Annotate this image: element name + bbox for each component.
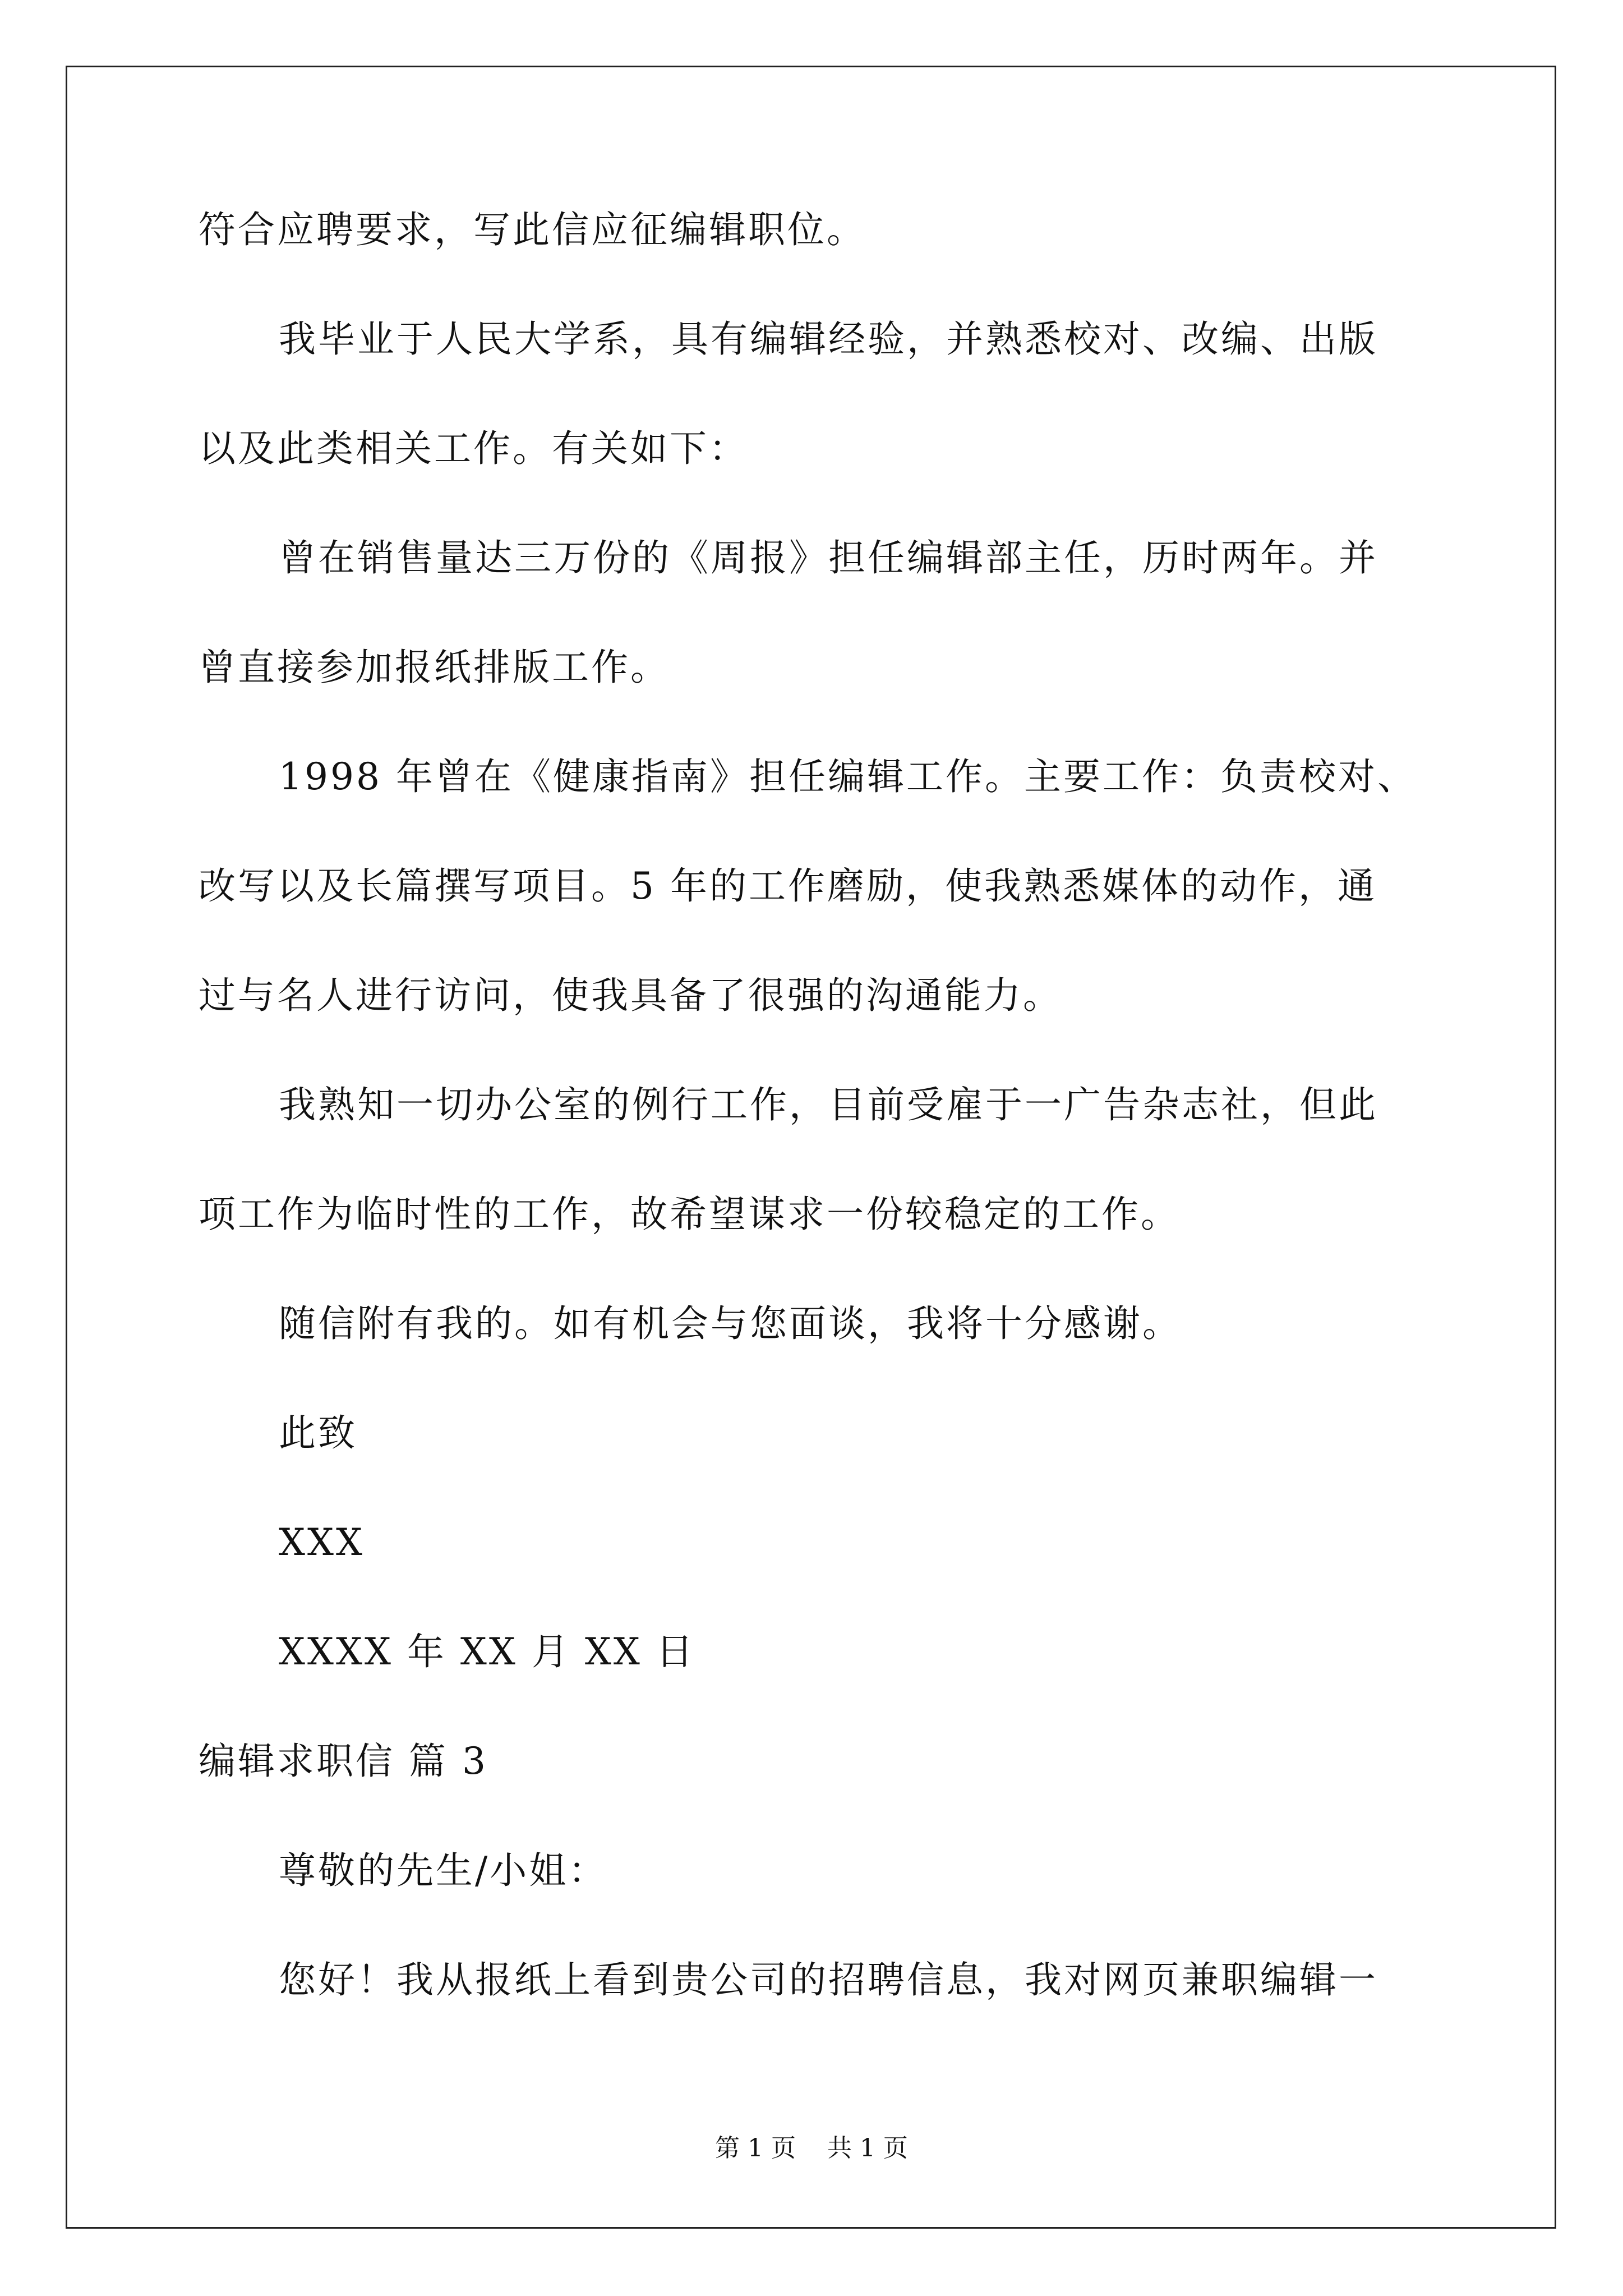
body-line-7: 改写以及长篇撰写项目。5 年的工作磨励，使我熟悉媒体的动作，通 [199,864,1377,908]
salutation-line: 尊敬的先生/小姐： [279,1849,608,1892]
closing-line: 此致 [279,1411,357,1455]
body-line-10: 项工作为临时性的工作，故希望谋求一份较稳定的工作。 [199,1193,1180,1236]
body-line-5: 曾直接参加报纸排版工作。 [199,646,670,689]
body-line-9: 我熟知一切办公室的例行工作，目前受雇于一广告杂志社，但此 [279,1083,1378,1126]
page-border [66,66,1556,2229]
page-footer: 第 1 页 共 1 页 [715,2134,908,2162]
body-line-3: 以及此类相关工作。有关如下： [199,427,748,470]
body-line-11: 随信附有我的。如有机会与您面谈，我将十分感谢。 [279,1302,1182,1345]
signature-name: XXX [279,1521,365,1564]
signature-date: XXXX 年 XX 月 XX 日 [279,1630,695,1673]
body-line-8: 过与名人进行访问，使我具备了很强的沟通能力。 [199,974,1062,1017]
body-line-6: 1998 年曾在《健康指南》担任编辑工作。主要工作：负责校对、 [279,755,1417,798]
body-line-2: 我毕业于人民大学系，具有编辑经验，并熟悉校对、改编、出版 [279,318,1378,361]
section-heading: 编辑求职信 篇 3 [199,1740,488,1783]
body-line-12: 您好！我从报纸上看到贵公司的招聘信息，我对网页兼职编辑一 [279,1958,1378,2001]
body-line-4: 曾在销售量达三万份的《周报》担任编辑部主任，历时两年。并 [279,536,1378,579]
body-line-1: 符合应聘要求，写此信应征编辑职位。 [199,208,866,251]
